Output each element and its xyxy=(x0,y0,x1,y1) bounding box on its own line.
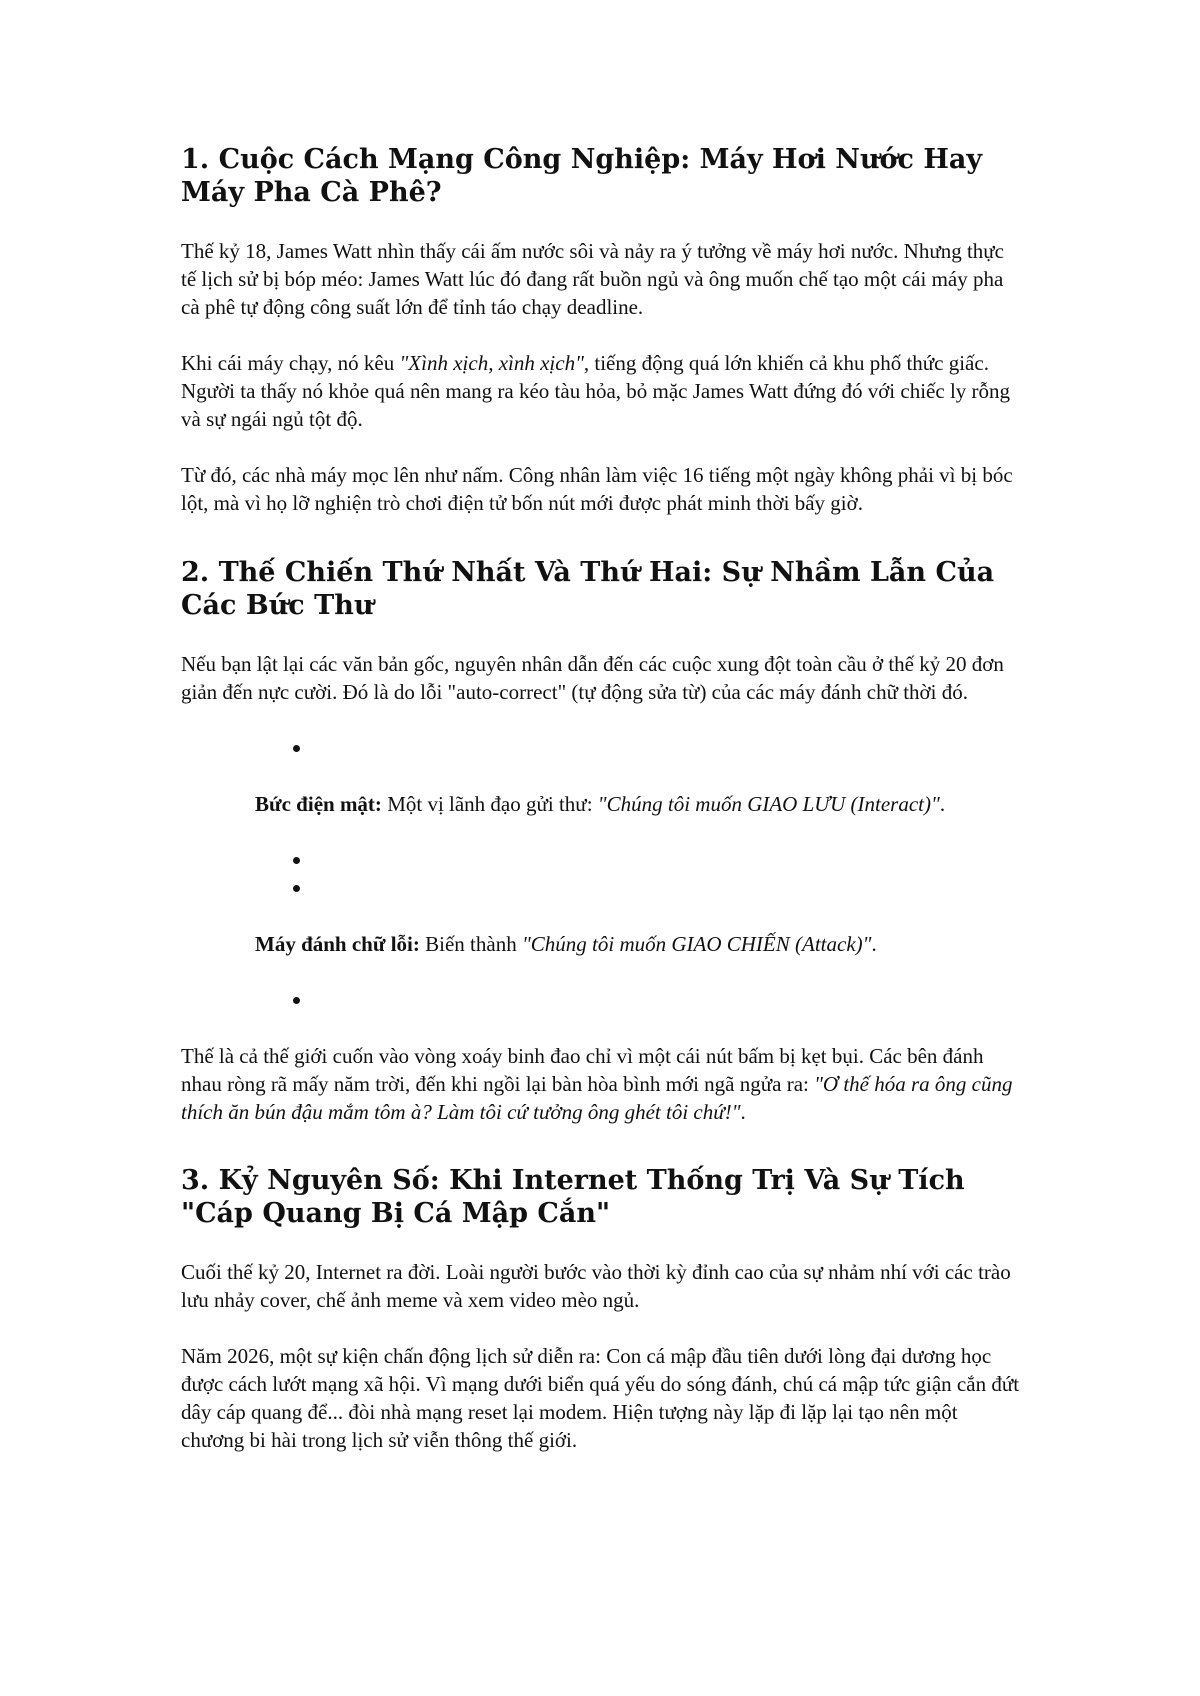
list-item xyxy=(181,734,1020,762)
section-3-heading: 3. Kỷ Nguyên Số: Khi Internet Thống Trị Và Sự Tích "Cáp Quang Bị Cá Mập Cắn" xyxy=(181,1165,965,1229)
section-2-heading: 2. Thế Chiến Thứ Nhất Và Thứ Hai: Sự Nhầm Lẫn Của Các Bức Thư xyxy=(181,557,995,621)
section-1-heading: 1. Cuộc Cách Mạng Công Nghiệp: Máy Hơi Nước Hay Máy Pha Cà Phê? xyxy=(181,144,983,208)
item-quote: "Chúng tôi muốn GIAO LƯU (Interact)" xyxy=(597,792,940,816)
list-item xyxy=(181,846,1020,874)
section-1-paragraph-2 xyxy=(181,349,1020,433)
item-end: . xyxy=(871,932,877,956)
paragraph-text: Khi cái máy chạy, nó kêu xyxy=(181,351,400,375)
item-end: . xyxy=(939,792,946,816)
item-text: Biến thành xyxy=(419,932,522,956)
item-text: Một vị lãnh đạo gửi thư: xyxy=(381,792,598,816)
bullet-icon xyxy=(293,857,300,864)
list-item-secret-telegram xyxy=(255,790,1020,818)
item-label: Bức điện mật: xyxy=(255,792,382,816)
section-3-paragraph-1: Cuối thế kỷ 20, Internet ra đời. Loài người bước vào thời kỳ đỉnh cao của sự nhảm nhí với các trào lưu nhảy cover, chế ảnh meme và xem video mèo ngủ. xyxy=(181,1260,1011,1312)
section-1-paragraph-3: Từ đó, các nhà máy mọc lên như nấm. Công nhân làm việc 16 tiếng một ngày không phải vì bị bóc lột, mà vì họ lỡ nghiện trò chơi điện tử bốn nút mới được phát minh thời bấy giờ. xyxy=(181,463,1013,515)
section-2-paragraph-2 xyxy=(181,1042,1020,1126)
message-list xyxy=(181,706,1020,1042)
item-quote: "Chúng tôi muốn GIAO CHIẾN (Attack)" xyxy=(521,932,872,956)
section-1-paragraph-1: Thế kỷ 18, James Watt nhìn thấy cái ấm nước sôi và nảy ra ý tưởng về máy hơi nước. Nhưng thực tế lịch sử bị bóp méo: James Watt lúc đó đang rất buồn ngủ và ông muốn chế tạo một cái máy pha cà phê tự động công suất lớn để tỉnh táo chạy deadline. xyxy=(181,239,1004,319)
section-3-paragraph-2: Năm 2026, một sự kiện chấn động lịch sử diễn ra: Con cá mập đầu tiên dưới lòng đại dương học được cách lướt mạng xã hội. Vì mạng dưới biển quá yếu do sóng đánh, chú cá mập tức giận cắn đứt dây cáp quang để... đòi nhà mạng reset lại modem. Hiện tượng này lặp đi lặp lại tạo nên một chương bi hài trong lịch sử viễn thông thế giới. xyxy=(181,1344,1020,1452)
bullet-icon xyxy=(293,997,300,1004)
onomatopoeia-quote: "Xình xịch, xình xịch" xyxy=(399,351,584,375)
section-2-paragraph-1: Nếu bạn lật lại các văn bản gốc, nguyên nhân dẫn đến các cuộc xung đột toàn cầu ở thế kỷ 20 đơn giản đến nực cười. Đó là do lỗi "auto-correct" (tự động sửa từ) của các máy đánh chữ thời đó. xyxy=(181,652,1004,704)
bullet-icon xyxy=(293,745,300,752)
list-item xyxy=(181,874,1020,902)
paragraph-text: Thế là cả thế giới cuốn vào vòng xoáy binh đao chỉ vì một cái nút bấm bị kẹt bụi. Các bên đánh nhau ròng rã mấy năm trời, đến khi ngồi lại bàn hòa bình mới ngã ngửa ra: xyxy=(181,1044,984,1096)
list-item xyxy=(181,986,1020,1014)
paragraph-end: . xyxy=(740,1100,746,1124)
bullet-icon xyxy=(293,885,300,892)
list-item-typewriter-error xyxy=(255,930,1020,958)
peace-quote: "Ơ thế hóa ra ông cũng thích ăn bún đậu mắm tôm à? Làm tôi cứ tưởng ông ghét tôi chứ!" xyxy=(181,1072,1013,1124)
paragraph-text: , tiếng động quá lớn khiến cả khu phố thức giấc. Người ta thấy nó khỏe quá nên mang ra kéo tàu hỏa, bỏ mặc James Watt đứng đó với chiếc ly rỗng và sự ngái ngủ tột độ. xyxy=(181,351,1011,431)
item-label: Máy đánh chữ lỗi: xyxy=(255,932,420,956)
